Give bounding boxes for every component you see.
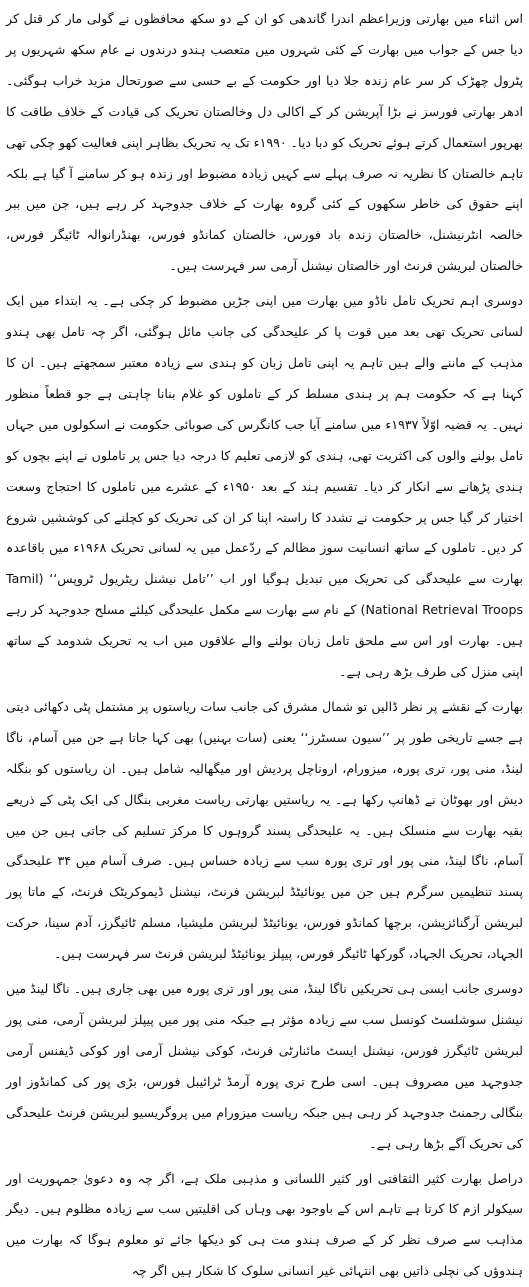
- paragraph-nagaland-manipur-tripura: دوسری جانب ایسی ہی تحریکیں ناگا لینڈ، منی پور اور تری پورہ میں بھی جاری ہیں۔ ناگا لینڈ میں نیشنل سوشلسٹ کونسل سب سے زیادہ مؤثر ہے جبکہ منی پور میں پیپلز لبریشن آرمی، منی پور لبریشن ٹائیگرز فورس، نیشنل ایسٹ مائنارٹی فرنٹ، کوکی نیشنل آرمی اور کوکی ڈیفنس آرمی جدوجہد میں مصروف ہیں۔ اسی طرح تری پورہ آرمڈ ٹرائیبل فورس، بڑی پور کی کمانڈوز اور بنگالی رجمنٹ جدوجہد کر رہی ہیں جبکہ ریاست میزورام میں پروگریسیو لبریشن فرنٹ علیحدگی کی تحریک آگے بڑھا رہی ہے۔: [6, 981, 523, 1151]
- paragraph-seven-sisters: بھارت کے نقشے پر نظر ڈالیں تو شمال مشرق کی جانب سات ریاستوں پر مشتمل پٹی دکھائی دیتی ہے جسے تاریخی طور پر ’’سیون سسٹرز‘‘ یعنی (سات بہنیں) بھی کہا جاتا ہے جن میں آسام، ناگا لینڈ، منی پور، تری پورہ، میزورام، اروناچل پردیش اور میگھالیہ شامل ہیں۔ ان ریاستوں کو بنگلہ دیش اور بھوٹان نے ڈھانپ رکھا ہے۔ یہ ریاستیں بھارتی ریاست مغربی بنگال کی ایک پٹی کے ذریعے بقیہ بھارت سے منسلک ہیں۔ یہ علیحدگی پسند گروہوں کا مرکز تسلیم کی جاتی ہیں جن میں آسام، ناگا لینڈ، منی پور اور تری پورہ سب سے زیادہ حساس ہیں۔ صرف آسام میں ۳۴ علیحدگی پسند تنظیمیں سرگرم ہیں جن میں یونائیٹڈ لبریشن فرنٹ، نیشنل ڈیموکریٹک فرنٹ، کے ماتا پور لبریشن آرگنائزیشن، برچھا کمانڈو فورس، یونائیٹڈ لبریشن ملیشیا، مسلم ٹائیگرز، آدم سینا، حرکت الجہاد، تحریک الجہاد، گورکھا ٹائیگر فورس، پیپلز یونائیٹڈ لبریشن فرنٹ سر فہرست ہیں۔: [6, 698, 523, 962]
- paragraph-minorities: دراصل بھارت کثیر الثقافتی اور کثیر اللسانی و مذہبی ملک ہے، اگر چہ وہ دعویٰ جمہوریت اور سیکولر ازم کا کرتا ہے تاہم اس کے باوجود بھی وہاں کی اقلیتیں سب سے زیادہ مظلوم ہیں۔ دیگر مذاہب سے صرف نظر کر کے صرف ہندو مت ہی کو دیکھا جائے تو معلوم ہوگا کہ بھارت میں ہندوؤں کی نچلی ذاتیں بھی انتہائی غیر انسانی سلوک کا شکار ہیں اگر چہ: [6, 1170, 523, 1279]
- paragraph-khalistan: اس اثناء میں بھارتی وزیراعظم اندرا گاندھی کو ان کے دو سکھ محافظوں نے گولی مار کر قتل کر دیا جس کے جواب میں بھارت کے کئی شہروں میں متعصب ہندو درندوں نے عام سکھ شہریوں پر پٹرول چھڑک کر سر عام زندہ جلا دیا اور حکومت کے بے حسی سے صورتحال مزید خراب ہوگئی۔ ادھر بھارتی فورسز نے بڑا آپریشن کر کے اکالی دل وخالصتان تحریک کی قیادت کے خلاف طاقت کا بھرپور استعمال کرتے ہوئے تحریک کو دبا دیا۔ ۱۹۹۰ء تک یہ تحریک بظاہر اپنی فعالیت کھو چکی تھی تاہم خالصتان کا نظریہ نہ صرف پہلے سے کہیں زیادہ مضبوط اور زندہ ہو کر سامنے آ گیا ہے بلکہ اپنے حقوق کی خاطر سکھوں کے کئی گروہ بھارت کے خلاف جدوجہد کر رہے ہیں، جن میں ببر خالصہ انٹرنیشنل، خالصتان زندہ باد فورس، خالصتان کمانڈو فورس، بھنڈرانوالہ ٹائیگر فورس، خالصتان لبریشن فرنٹ اور خالصتان نیشنل آرمی سر فہرست ہیں۔: [6, 11, 523, 274]
- paragraph-tamil-nadu: دوسری اہم تحریک تامل ناڈو میں بھارت میں اپنی جڑیں مضبوط کر چکی ہے۔ یہ ابتداء میں ایک لسانی تحریک تھی بعد میں قوت پا کر علیحدگی کی جانب مائل ہوگئی، اگر چہ تامل بھی ہندو مذہب کے ماننے والے ہیں تاہم یہ اپنی تامل زبان کو ہندی سے زیادہ معتبر سمجھتے ہیں۔ ان کا کہنا ہے کہ حکومت ہم پر ہندی مسلط کر کے تاملوں کو غلام بنانا چاہتی ہے جو قطعاً منظور نہیں۔ یہ قضیہ اوّلاً ۱۹۳۷ء میں سامنے آیا جب کانگرس کی صوبائی حکومت نے اسکولوں میں جہاں تامل بولنے والوں کی اکثریت تھی، ہندی کو لازمی تعلیم کا درجہ دیا جس پر تاملوں نے اپنے بچوں کو ہندی پڑھانے سے انکار کر دیا۔ تقسیم ہند کے بعد ۱۹۵۰ء کے عشرے میں تاملوں کا احتجاج وسعت اختیار کر گیا جس پر حکومت نے تشدد کا راستہ اپنا کر ان کی تحریک کو کچلنے کی کوششیں شروع کر دیں۔ تاملوں کے ساتھ انسانیت سوز مظالم کے ردّعمل میں یہ لسانی تحریک ۱۹۶۸ء میں باقاعدہ بھارت سے علیحدگی کی تحریک میں تبدیل ہوگیا اور اب ’’تامل نیشنل ریٹریول ٹروپس‘‘ (Tamil National Retrieval Troops) کے نام سے بھارت سے مکمل علیحدگی کیلئے مسلح جدوجہد کر رہے ہیں۔ بھارت اور اس سے ملحق تامل زبان بولنے والے علاقوں میں اب یہ تحریک شدومد کے ساتھ اپنی منزل کی طرف بڑھ رہی ہے۔: [6, 293, 524, 680]
